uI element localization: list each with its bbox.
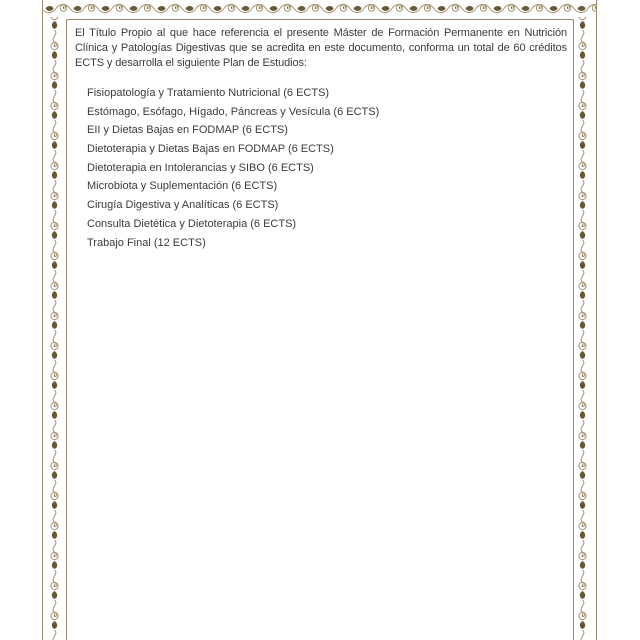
study-plan-item: Dietoterapia y Dietas Bajas en FODMAP (6 ECTS) bbox=[87, 143, 334, 156]
border-left-band bbox=[44, 17, 65, 640]
study-plan-item: Estómago, Esófago, Hígado, Páncreas y Vesícula (6 ECTS) bbox=[87, 105, 380, 118]
study-plan-item: Consulta Dietética y Dietoterapia (6 ECTS) bbox=[87, 217, 297, 230]
study-plan-item: EII y Dietas Bajas en FODMAP (6 ECTS) bbox=[87, 124, 288, 137]
study-plan-item: Trabajo Final (12 ECTS) bbox=[87, 236, 206, 249]
study-plan-item: Microbiota y Suplementación (6 ECTS) bbox=[87, 180, 278, 193]
study-plan-item: Fisiopatología y Tratamiento Nutricional (6 ECTS) bbox=[87, 87, 330, 99]
border-right-band bbox=[575, 17, 596, 640]
study-plan-item: Cirugía Digestiva y Analíticas (6 ECTS) bbox=[87, 199, 279, 212]
intro-paragraph: El Título Propio al que hace referencia el presente Máster de Formación Permanente en Nutrición Clínica y Patologías Digestivas que se acredita en este documento, conforma un total de 60 créditos ECTS y desarrolla el siguiente Plan de Estudios: bbox=[75, 27, 567, 69]
border-top-band bbox=[44, 0, 597, 17]
study-plan-list bbox=[87, 84, 547, 252]
study-plan-item: Dietoterapia en Intolerancias y SIBO (6 ECTS) bbox=[87, 161, 314, 174]
